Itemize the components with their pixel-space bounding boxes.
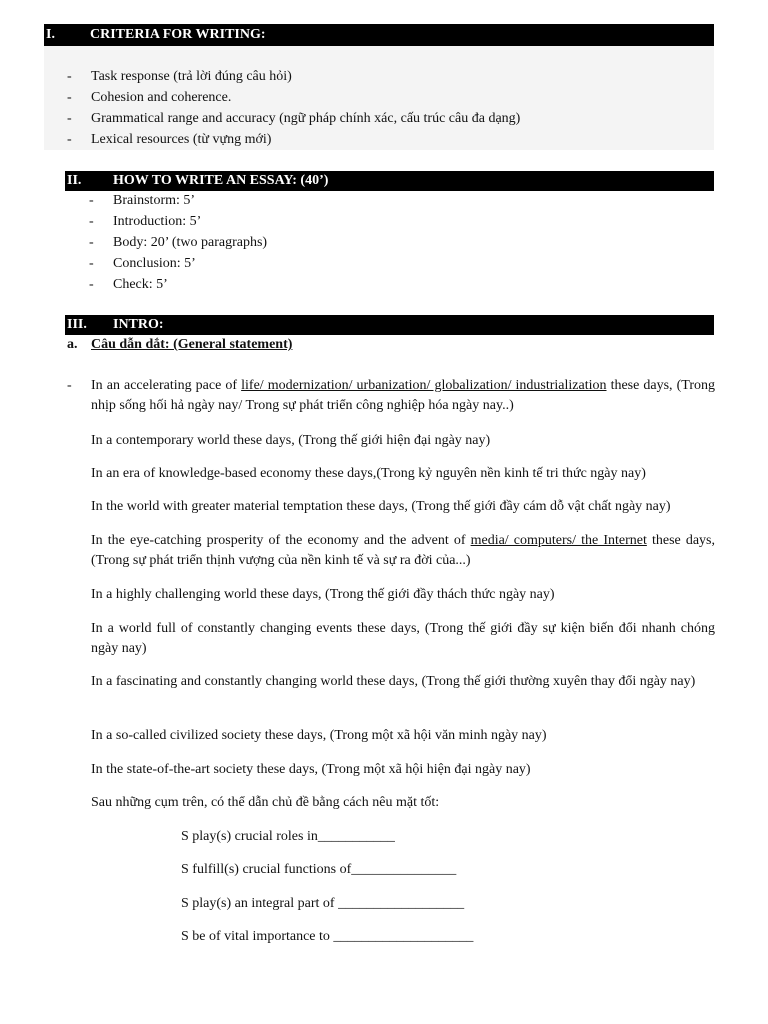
- sentence-template: S play(s) an integral part of __________________: [181, 896, 465, 911]
- list-item: - Grammatical range and accuracy (ngữ pháp chính xác, cấu trúc câu đa dạng): [67, 111, 521, 126]
- list-item: - Lexical resources (từ vựng mới): [67, 132, 272, 147]
- statement-paragraph: In a highly challenging world these days, (Trong thế giới đầy thách thức ngày nay): [91, 587, 555, 602]
- section-3-number: III.: [67, 317, 87, 332]
- subsection-a-title: Câu dẫn dắt: (General statement): [91, 337, 293, 352]
- list-item: - Brainstorm: 5’: [89, 193, 196, 208]
- section-1-header: [44, 24, 714, 46]
- list-item: - Check: 5’: [89, 277, 168, 292]
- bullet-dash: -: [67, 378, 72, 393]
- list-item: - Introduction: 5’: [89, 214, 202, 229]
- statement-paragraph: In an era of knowledge-based economy these days,(Trong kỷ nguyên nền kinh tế tri thức ngày nay): [91, 466, 646, 481]
- section-2-title: HOW TO WRITE AN ESSAY: (40’): [113, 173, 329, 188]
- sentence-template: S fulfill(s) crucial functions of_______________: [181, 862, 457, 877]
- underlined-phrase: media/ computers/ the Internet: [470, 533, 647, 548]
- statement-paragraph: In the state-of-the-art society these days, (Trong một xã hội hiện đại ngày nay): [91, 762, 531, 777]
- underlined-phrase: life/ modernization/ urbanization/ globalization/ industrialization: [241, 378, 607, 393]
- section-3-title: INTRO:: [113, 317, 164, 332]
- essay-steps-list: [89, 190, 709, 295]
- section-2-header: [65, 171, 714, 191]
- sentence-template: S be of vital importance to ____________________: [181, 929, 474, 944]
- instruction-paragraph: Sau những cụm trên, có thể dẫn chủ đề bằng cách nêu mặt tốt:: [91, 795, 440, 810]
- list-item: - Conclusion: 5’: [89, 256, 196, 271]
- statement-paragraph: In a fascinating and constantly changing world these days, (Trong thế giới thường xuyên thay đổi ngày nay): [91, 674, 696, 689]
- list-item: - Body: 20’ (two paragraphs): [89, 235, 268, 250]
- list-item: - Cohesion and coherence.: [67, 90, 232, 105]
- statement-paragraph: In a world full of constantly changing events these days, (Trong thế giới đầy sự kiện biến đổi nhanh chóng ngày nay): [91, 621, 715, 656]
- statement-paragraph: In an accelerating pace of life/ modernization/ urbanization/ globalization/ industrialization these days, (Trong nhịp sống hối hả ngày nay/ Trong sự phát triển công nghiệp hóa ngày nay..): [91, 378, 716, 413]
- statement-paragraph: In a contemporary world these days, (Trong thế giới hiện đại ngày nay): [91, 433, 491, 448]
- section-3-header: [65, 315, 714, 335]
- subsection-a-label: a.: [67, 337, 78, 352]
- section-1-title: CRITERIA FOR WRITING:: [90, 27, 266, 42]
- section-2-number: II.: [67, 173, 82, 188]
- statement-paragraph: In the eye-catching prosperity of the economy and the advent of media/ computers/ the Internet these days, (Trong sự phát triển thịnh vượng của nền kinh tế và sự ra đời của...): [91, 533, 715, 568]
- list-item: - Task response (trả lời đúng câu hỏi): [67, 69, 292, 84]
- statement-paragraph: In a so-called civilized society these days, (Trong một xã hội văn minh ngày nay): [91, 728, 547, 743]
- section-1-number: I.: [46, 27, 55, 42]
- sentence-template: S play(s) crucial roles in___________: [181, 829, 395, 844]
- statement-paragraph: In the world with greater material temptation these days, (Trong thế giới đầy cám dỗ vật chất ngày nay): [91, 499, 671, 514]
- criteria-list: [67, 66, 707, 150]
